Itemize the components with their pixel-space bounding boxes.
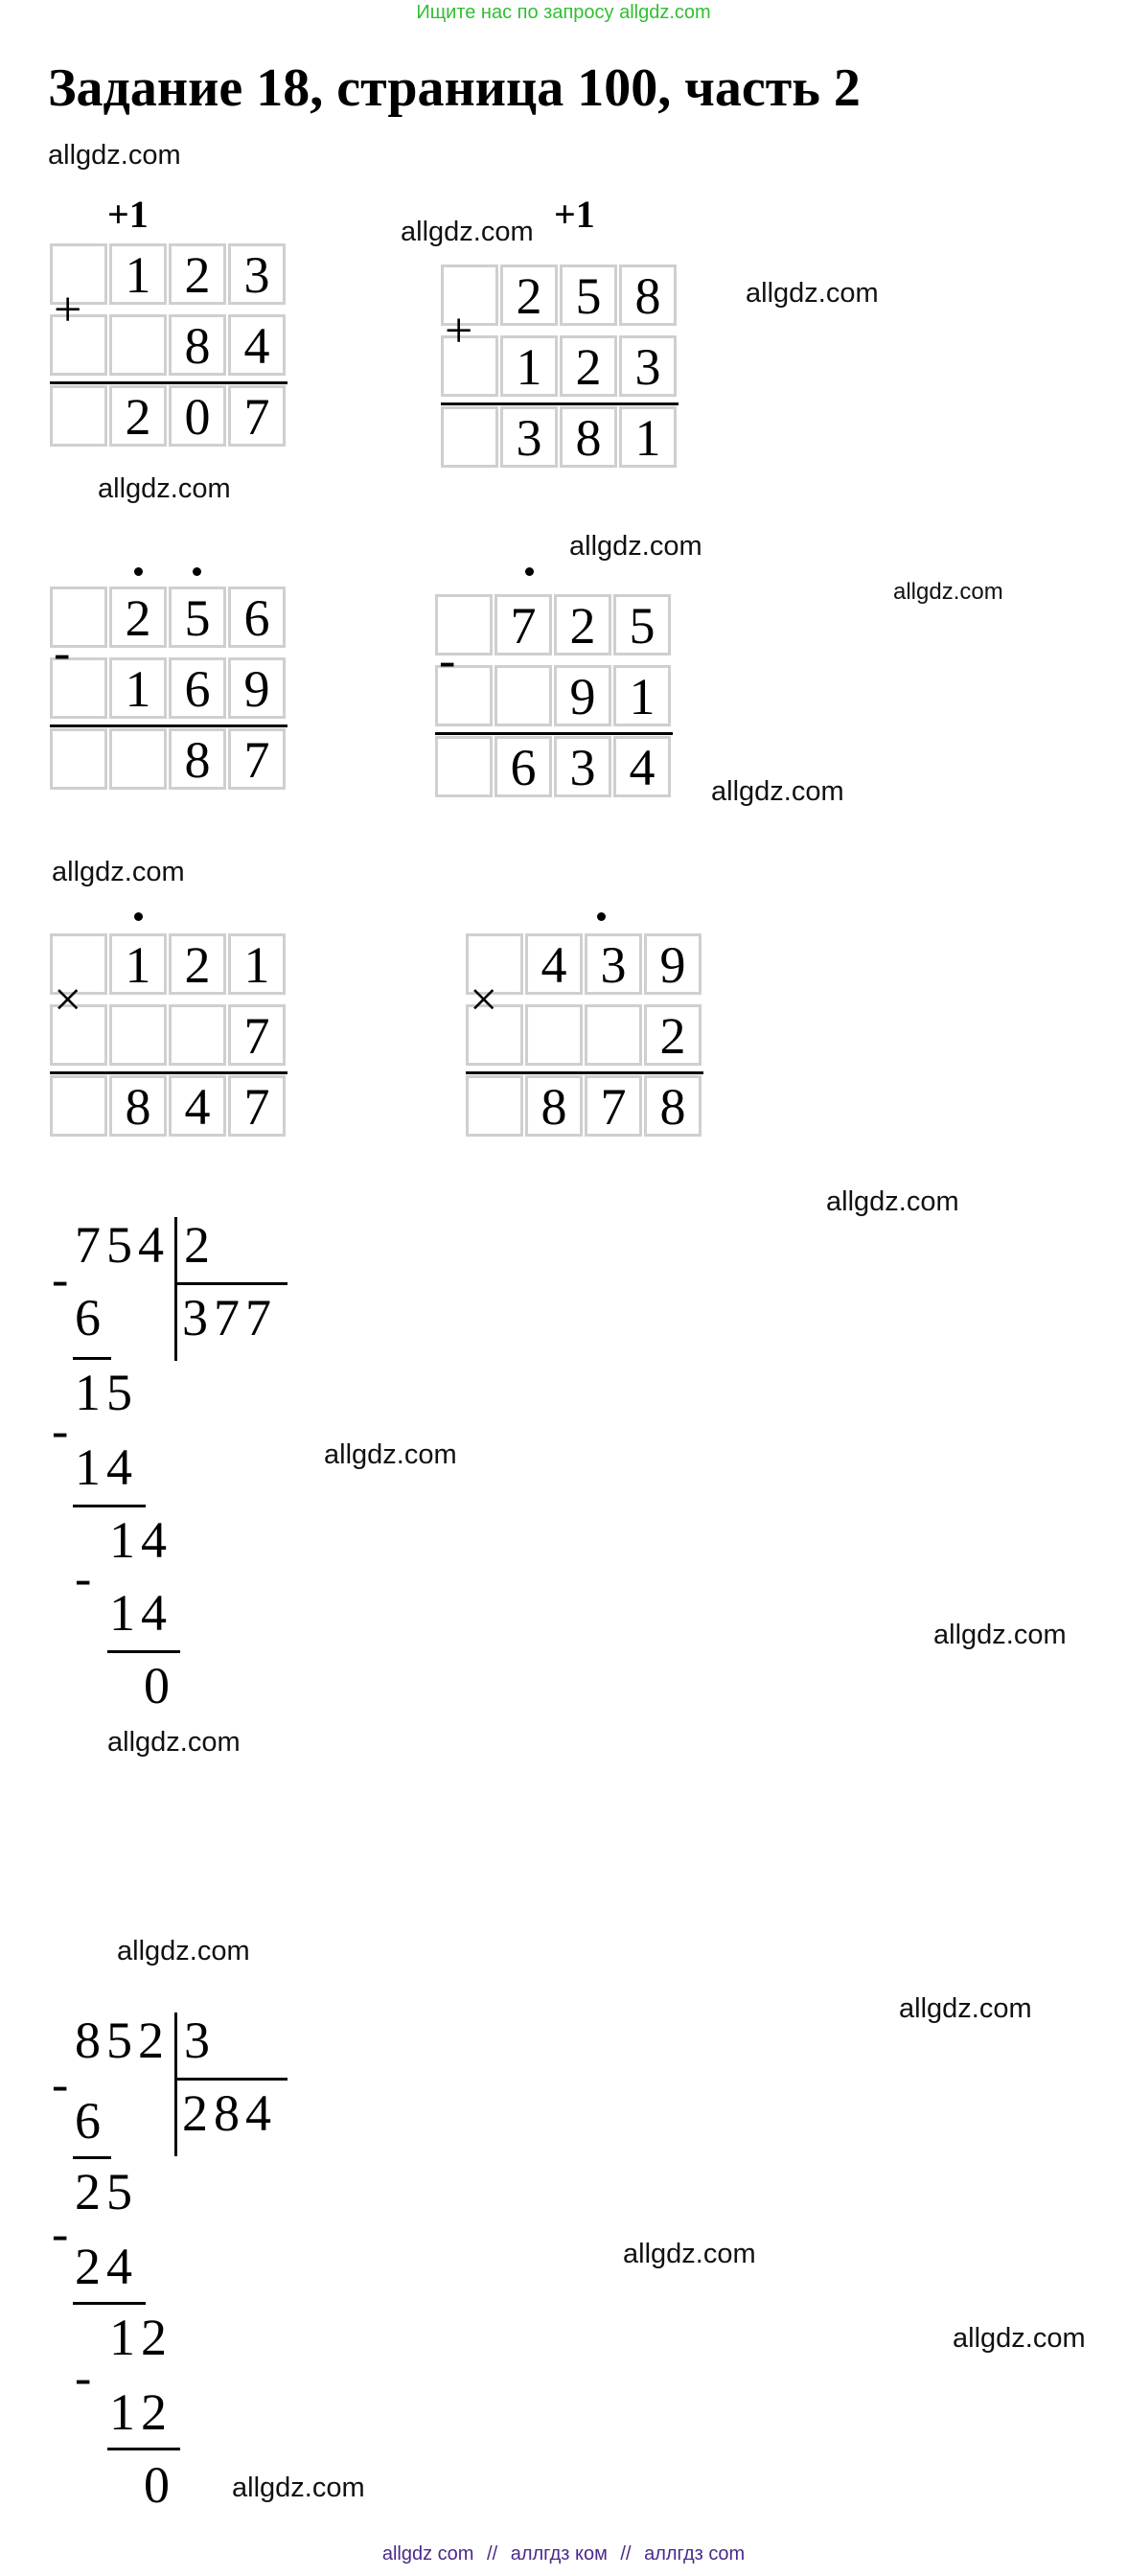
result-line bbox=[500, 402, 678, 405]
operand-digit: 2 bbox=[575, 338, 602, 396]
watermark: allgdz.com bbox=[401, 217, 534, 247]
division-bar bbox=[174, 1217, 177, 1361]
operand-digit: 1 bbox=[629, 668, 656, 725]
operand-digit: 2 bbox=[516, 267, 542, 325]
grid-cell bbox=[109, 1004, 167, 1066]
operand-digit: 9 bbox=[659, 936, 686, 994]
top-banner[interactable]: Ищите нас по запросу allgdz.com bbox=[416, 2, 711, 23]
grid-cell bbox=[50, 1075, 107, 1137]
result-line bbox=[525, 1071, 703, 1074]
minus-sign: - bbox=[52, 1253, 69, 1307]
subtrahend: 6 bbox=[75, 2092, 106, 2150]
remainder-step: 15 bbox=[75, 1364, 138, 1421]
grid-cell bbox=[525, 1004, 583, 1066]
remainder-step: 14 bbox=[109, 1511, 172, 1569]
subtract-line bbox=[107, 2448, 180, 2450]
operand-digit: 2 bbox=[184, 936, 211, 994]
subtract-line bbox=[73, 1505, 146, 1507]
result-digit: 8 bbox=[125, 1078, 151, 1136]
result-digit: 6 bbox=[510, 739, 537, 796]
watermark: allgdz.com bbox=[324, 1439, 457, 1470]
operator-line bbox=[50, 724, 109, 727]
grid-cell bbox=[435, 736, 493, 797]
remainder: 0 bbox=[144, 1657, 175, 1714]
remainder-step: 12 bbox=[109, 2309, 172, 2366]
operand-digit: 4 bbox=[540, 936, 567, 994]
carry-mark: +1 bbox=[107, 193, 149, 236]
long-division-2 bbox=[52, 2012, 339, 2520]
result-digit: 7 bbox=[243, 731, 270, 789]
borrow-dot bbox=[193, 567, 201, 576]
operand-digit: 1 bbox=[125, 936, 151, 994]
grid-cell bbox=[109, 728, 167, 790]
borrow-dot bbox=[134, 567, 143, 576]
watermark: allgdz.com bbox=[98, 473, 231, 504]
grid-cell bbox=[169, 1004, 226, 1066]
operator-sign: - bbox=[54, 626, 71, 680]
division-bar bbox=[174, 2012, 177, 2156]
grid-cell bbox=[585, 1004, 642, 1066]
result-digit: 8 bbox=[184, 731, 211, 789]
operand-digit: 5 bbox=[629, 597, 656, 655]
operand-digit: 8 bbox=[184, 317, 211, 375]
minus-sign: - bbox=[75, 1552, 92, 1606]
footer-link[interactable]: аллгдз com bbox=[644, 2543, 746, 2564]
watermark: allgdz.com bbox=[48, 140, 181, 171]
grid-cell bbox=[494, 665, 552, 726]
borrow-dot bbox=[134, 912, 143, 921]
result-line bbox=[494, 732, 673, 735]
subtrahend: 12 bbox=[109, 2383, 172, 2441]
subtrahend: 6 bbox=[75, 1289, 106, 1346]
remainder: 0 bbox=[144, 2456, 175, 2514]
operand-digit: 2 bbox=[125, 589, 151, 647]
subtrahend: 14 bbox=[75, 1438, 138, 1496]
result-digit: 3 bbox=[516, 409, 542, 467]
operator-sign: + bbox=[445, 304, 473, 358]
remainder-step: 25 bbox=[75, 2163, 138, 2220]
operand-digit: 4 bbox=[243, 317, 270, 375]
result-digit: 7 bbox=[600, 1078, 627, 1136]
watermark: allgdz.com bbox=[899, 1993, 1032, 2024]
operand-digit: 1 bbox=[243, 936, 270, 994]
operand-digit: 3 bbox=[634, 338, 661, 396]
quotient: 377 bbox=[182, 1289, 277, 1346]
result-line bbox=[109, 1071, 288, 1074]
watermark: allgdz.com bbox=[107, 1727, 241, 1758]
operand-digit: 8 bbox=[634, 267, 661, 325]
watermark: allgdz.com bbox=[623, 2239, 756, 2269]
operator-line bbox=[50, 1071, 109, 1074]
operand-digit: 6 bbox=[184, 660, 211, 718]
divisor: 2 bbox=[184, 1216, 216, 1274]
operand-digit: 7 bbox=[243, 1007, 270, 1065]
watermark: allgdz.com bbox=[117, 1936, 250, 1966]
operand-digit: 1 bbox=[516, 338, 542, 396]
minus-sign: - bbox=[52, 1404, 69, 1459]
operand-digit: 2 bbox=[569, 597, 596, 655]
divisor: 3 bbox=[184, 2012, 216, 2069]
minus-sign: - bbox=[52, 2058, 69, 2112]
grid-cell bbox=[441, 406, 498, 468]
footer-separator: // bbox=[620, 2543, 632, 2564]
watermark: allgdz.com bbox=[826, 1186, 959, 1217]
borrow-dot bbox=[525, 567, 534, 576]
result-digit: 8 bbox=[540, 1078, 567, 1136]
result-digit: 3 bbox=[569, 739, 596, 796]
result-digit: 8 bbox=[659, 1078, 686, 1136]
result-line bbox=[109, 724, 288, 727]
watermark: allgdz.com bbox=[953, 2323, 1086, 2354]
footer-link[interactable]: аллгдз ком bbox=[510, 2543, 608, 2564]
operand-digit: 2 bbox=[184, 246, 211, 304]
quotient: 284 bbox=[182, 2084, 277, 2142]
operand-digit: 2 bbox=[659, 1007, 686, 1065]
page-title: Задание 18, страница 100, часть 2 bbox=[48, 58, 861, 118]
footer-link[interactable]: allgdz com bbox=[381, 2543, 474, 2564]
grid-cell bbox=[109, 314, 167, 376]
operator-sign: + bbox=[54, 283, 82, 337]
grid-cell bbox=[466, 1075, 523, 1137]
result-digit: 7 bbox=[243, 388, 270, 446]
result-digit: 7 bbox=[243, 1078, 270, 1136]
watermark: allgdz.com bbox=[569, 531, 702, 562]
operand-digit: 7 bbox=[510, 597, 537, 655]
watermark: allgdz.com bbox=[933, 1620, 1067, 1650]
operand-digit: 6 bbox=[243, 589, 270, 647]
operator-line bbox=[435, 732, 494, 735]
result-digit: 2 bbox=[125, 388, 151, 446]
operand-digit: 3 bbox=[243, 246, 270, 304]
operand-digit: 3 bbox=[600, 936, 627, 994]
grid-cell bbox=[50, 385, 107, 447]
watermark: allgdz.com bbox=[232, 2472, 365, 2503]
dividend: 852 bbox=[75, 2012, 170, 2069]
footer-separator: // bbox=[487, 2543, 498, 2564]
result-digit: 4 bbox=[629, 739, 656, 796]
operator-line bbox=[466, 1071, 525, 1074]
long-division-1 bbox=[52, 1216, 339, 1714]
borrow-dot bbox=[597, 912, 606, 921]
minus-sign: - bbox=[75, 2351, 92, 2405]
minus-sign: - bbox=[52, 2207, 69, 2262]
result-digit: 1 bbox=[634, 409, 661, 467]
result-digit: 0 bbox=[184, 388, 211, 446]
operand-digit: 1 bbox=[125, 246, 151, 304]
carry-mark: +1 bbox=[554, 193, 595, 236]
footer-links bbox=[0, 2543, 1127, 2565]
result-digit: 4 bbox=[184, 1078, 211, 1136]
subtract-line bbox=[73, 2302, 146, 2305]
operator-sign: × bbox=[470, 973, 498, 1027]
operand-digit: 5 bbox=[575, 267, 602, 325]
watermark: allgdz.com bbox=[711, 776, 844, 807]
operand-digit: 1 bbox=[125, 660, 151, 718]
result-digit: 8 bbox=[575, 409, 602, 467]
operator-line bbox=[441, 402, 500, 405]
operand-digit: 9 bbox=[569, 668, 596, 725]
operator-sign: - bbox=[439, 633, 456, 688]
watermark: allgdz.com bbox=[746, 278, 879, 309]
operator-line bbox=[50, 381, 109, 384]
operator-sign: × bbox=[54, 973, 82, 1027]
watermark: allgdz.com bbox=[52, 857, 185, 887]
divisor-underline bbox=[176, 1282, 288, 1285]
divisor-underline bbox=[176, 2078, 288, 2081]
subtrahend: 14 bbox=[109, 1584, 172, 1642]
subtrahend: 24 bbox=[75, 2238, 138, 2295]
grid-cell bbox=[50, 728, 107, 790]
watermark: allgdz.com bbox=[893, 579, 1003, 605]
operand-digit: 5 bbox=[184, 589, 211, 647]
subtract-line bbox=[73, 2156, 111, 2159]
operand-digit: 9 bbox=[243, 660, 270, 718]
result-line bbox=[109, 381, 288, 384]
subtract-line bbox=[73, 1357, 111, 1360]
dividend: 754 bbox=[75, 1216, 170, 1274]
subtract-line bbox=[107, 1650, 180, 1653]
